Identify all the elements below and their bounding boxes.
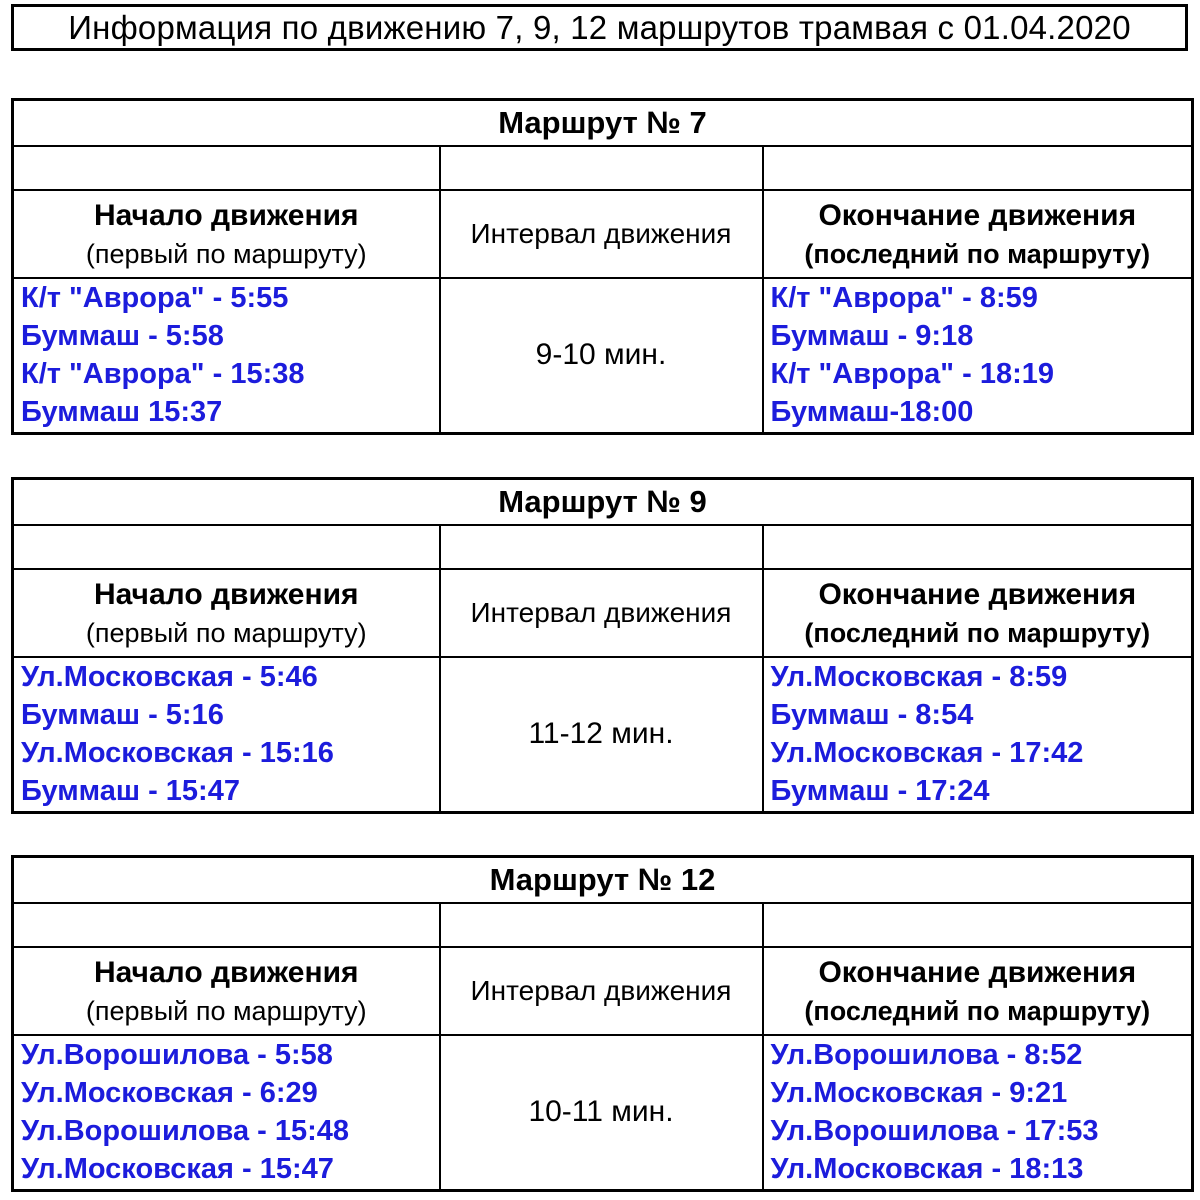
end-time-entry: Ул.Ворошилова - 17:53 xyxy=(770,1115,1099,1148)
end-times xyxy=(763,1035,1193,1191)
start-time-entry: Буммаш - 15:47 xyxy=(21,775,240,808)
empty-cell xyxy=(13,525,440,569)
end-time-entry: Ул.Московская - 8:59 xyxy=(770,661,1068,694)
end-time-entry: Ул.Московская - 9:21 xyxy=(770,1077,1068,1110)
end-header-label: Окончание движения xyxy=(818,577,1137,611)
empty-cell xyxy=(763,525,1193,569)
start-time-entry: К/т "Аврора" - 5:55 xyxy=(21,282,289,315)
end-time-entry: Буммаш - 17:24 xyxy=(770,775,990,808)
start-header xyxy=(13,947,440,1035)
end-header xyxy=(763,947,1193,1035)
end-header xyxy=(763,190,1193,278)
start-time-entry: К/т "Аврора" - 15:38 xyxy=(21,358,305,391)
end-header-label: Окончание движения xyxy=(818,955,1137,989)
end-time-entry: К/т "Аврора" - 8:59 xyxy=(770,282,1038,315)
end-times xyxy=(763,657,1193,813)
start-time-entry: Ул.Ворошилова - 5:58 xyxy=(21,1039,333,1072)
interval-value: 10-11 мин. xyxy=(440,1035,763,1191)
end-time-entry: Буммаш - 9:18 xyxy=(770,320,974,353)
end-header-sublabel: (последний по маршруту) xyxy=(804,995,1151,1026)
interval-header: Интервал движения xyxy=(440,190,763,278)
end-time-entry: Ул.Московская - 18:13 xyxy=(770,1153,1084,1186)
start-header-label: Начало движения xyxy=(93,577,359,611)
route-title: Маршрут № 9 xyxy=(13,479,1193,525)
start-header-sublabel: (первый по маршруту) xyxy=(85,995,367,1026)
end-time-entry: Буммаш-18:00 xyxy=(770,396,974,429)
route-title: Маршрут № 12 xyxy=(13,857,1193,903)
interval-header: Интервал движения xyxy=(440,569,763,657)
start-header-label: Начало движения xyxy=(93,198,359,232)
interval-header: Интервал движения xyxy=(440,947,763,1035)
start-time-entry: Ул.Московская - 15:47 xyxy=(21,1153,334,1186)
start-header-sublabel: (первый по маршруту) xyxy=(85,238,367,269)
route-12-table xyxy=(11,855,1194,1192)
start-times xyxy=(13,278,440,434)
start-header xyxy=(13,569,440,657)
start-time-entry: Ул.Московская - 15:16 xyxy=(21,737,334,770)
start-time-entry: Ул.Московская - 5:46 xyxy=(21,661,318,694)
end-time-entry: Буммаш - 8:54 xyxy=(770,699,974,732)
page-title: Информация по движению 7, 9, 12 маршрутов трамвая с 01.04.2020 xyxy=(11,4,1188,51)
empty-cell xyxy=(440,525,763,569)
end-header xyxy=(763,569,1193,657)
end-header-label: Окончание движения xyxy=(818,198,1137,232)
empty-cell xyxy=(763,146,1193,190)
interval-value: 9-10 мин. xyxy=(440,278,763,434)
route-title: Маршрут № 7 xyxy=(13,100,1193,146)
empty-cell xyxy=(13,903,440,947)
start-header xyxy=(13,190,440,278)
end-time-entry: Ул.Московская - 17:42 xyxy=(770,737,1084,770)
end-times xyxy=(763,278,1193,434)
route-7-table xyxy=(11,98,1194,435)
start-time-entry: Буммаш - 5:58 xyxy=(21,320,224,353)
end-header-sublabel: (последний по маршруту) xyxy=(804,617,1151,648)
start-time-entry: Ул.Ворошилова - 15:48 xyxy=(21,1115,350,1148)
interval-value: 11-12 мин. xyxy=(440,657,763,813)
start-time-entry: Ул.Московская - 6:29 xyxy=(21,1077,318,1110)
route-9-table xyxy=(11,477,1194,814)
start-times xyxy=(13,1035,440,1191)
end-time-entry: Ул.Ворошилова - 8:52 xyxy=(770,1039,1083,1072)
empty-cell xyxy=(763,903,1193,947)
empty-cell xyxy=(13,146,440,190)
start-time-entry: Буммаш - 5:16 xyxy=(21,699,224,732)
start-header-label: Начало движения xyxy=(93,955,359,989)
start-times xyxy=(13,657,440,813)
end-header-sublabel: (последний по маршруту) xyxy=(804,238,1151,269)
empty-cell xyxy=(440,146,763,190)
start-time-entry: Буммаш 15:37 xyxy=(21,396,223,429)
empty-cell xyxy=(440,903,763,947)
end-time-entry: К/т "Аврора" - 18:19 xyxy=(770,358,1055,391)
start-header-sublabel: (первый по маршруту) xyxy=(85,617,367,648)
